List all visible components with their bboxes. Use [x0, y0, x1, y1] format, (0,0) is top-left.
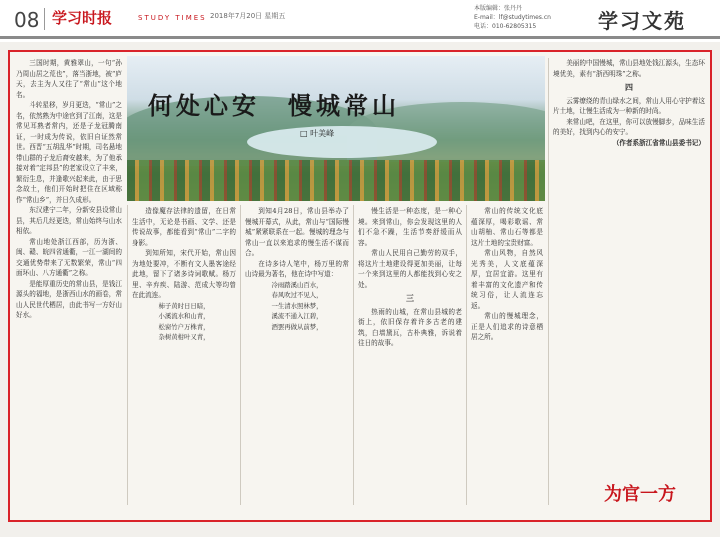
newspaper-logo: 学习时报 — [52, 9, 113, 27]
paragraph: 常山风物，自然风光秀美，人文底蕴深厚，宜居宜游。这里有着丰富的文化遗产和传统习俗，让人流连忘返。 — [471, 249, 543, 310]
column-stamp — [604, 480, 676, 506]
column-divider — [353, 205, 354, 505]
poem-line: 春风吹过不见人， — [271, 291, 323, 299]
phone-line: 电话：010-62805315 — [474, 23, 537, 30]
section-number: 三 — [406, 293, 414, 303]
poem-line: 松窗竹户万株青， — [158, 322, 210, 331]
poem-line: 溪流不通入江碧， — [271, 312, 323, 320]
column-divider — [240, 205, 241, 505]
poem-line: 柿子黄时日日暗， — [158, 301, 210, 310]
paragraph: 来常山吧，在这里，你可以放慢脚步，品味生活的美好，找到内心的安宁。 — [553, 117, 705, 136]
email-line: E-mail：lf@studytimes.cn — [474, 14, 551, 21]
article-byline: □ 叶美峰 — [300, 129, 335, 138]
paragraph: 造像魔存法律的遗留，在日常生活中，无论是书画、文学、还是传说故事，都能看到“常山”二字的身影。 — [132, 207, 236, 247]
landscape-photo — [127, 56, 545, 201]
poem-line: 冷雨踏溪山百水， — [271, 280, 323, 289]
contact-info — [474, 4, 584, 31]
paragraph: 是能厚重历史的常山县，是钱江源头的福地，是浙西山水的画卷，常山人民世代栖居，由此书写一方好山好水。 — [16, 279, 122, 319]
column-divider — [127, 205, 128, 505]
paragraph: 三国时期，黄雅翠山，一句“孙乃周山居之荒也”，落当浙地，被“庐天，去主为人又往了“常山”这个地名。 — [16, 59, 122, 99]
lake-shape — [247, 126, 437, 158]
paragraph: 东汉建宁二年，分新安县设常山县，其后几经更迭，常山始终与山水相依。 — [16, 206, 122, 235]
paragraph: 美丽的中国慢城，常山县地处钱江源头，生态环境优美，素有“浙西明珠”之称。 — [553, 59, 705, 78]
author-note: （作者系浙江省常山县委书记） — [612, 138, 705, 147]
poem-line: 小溪流水和山青， — [158, 312, 210, 320]
editor-line: 本版编辑：张丹丹 — [474, 5, 523, 12]
paragraph: 斗转星移，岁月更迭，“常山”之名，依然熟为中途官到了江南，这是常见耳熟者常内，还是子龙冠腾南证，一时成为传说，依旧自证然常世。西晋“五胡乱华”时期，司名悬地带山群的子龙后裔安越来，为了他承接对着“定邦县”的老家设立了丰来，繁衍生息，并逢歌兴起来此，由于思念故土，他们开始时把住在区域称作“常山乡”，并日久成形。 — [16, 101, 122, 204]
column-divider — [548, 58, 549, 505]
paragraph: 在诗多诗人笔中，杨万里的常山诗最为著名，他在诗中写道： — [245, 259, 349, 278]
text-column-2 — [132, 206, 236, 506]
paragraph: 慢生活是一种态度，是一种心境。来到常山，你会发现这里的人们不急不躁，生活节奏舒缓而从容。 — [358, 207, 462, 247]
poem-line: 杂树黄柑叶又青， — [158, 333, 210, 341]
paragraph: 常山人民用自己勤劳的双手，将这片土地建设得更加美丽，让每一个来到这里的人都能找到心安之处。 — [358, 249, 462, 289]
column-divider — [466, 205, 467, 505]
text-column-5 — [471, 206, 543, 506]
text-column-1 — [16, 58, 122, 498]
poem-line: 酒罢再做从前梦， — [271, 322, 323, 331]
paragraph: 到知4月28日，常山县举办了慢城开幕式，从此，常山与“国际慢城”紧紧联系在一起。慢城的理念与常山一直以来追求的慢生活不谋而合。 — [245, 207, 349, 257]
divider — [44, 8, 45, 30]
paragraph: 到知所知，宋代开始，常山因为地处要冲，不断有文人墨客途经此地，留下了诸多诗词歌赋。杨万里、辛弃疾、陆游、范成大等均曾在此流连。 — [132, 249, 236, 299]
text-column-3 — [245, 206, 349, 506]
text-column-6 — [553, 58, 705, 478]
paragraph: 热雨的山城，在常山县城的老街上，依旧保存着许多古老的建筑，白墙黛瓦，古朴典雅，诉说着往日的故事。 — [358, 307, 462, 347]
text-column-4 — [358, 206, 462, 506]
page-number: 08 — [14, 8, 40, 32]
article-headline: 何处心安 慢城常山 — [148, 91, 400, 120]
newspaper-logo-en: STUDY TIMES — [138, 14, 207, 22]
paragraph: 常山的慢城理念，正是人们追求的诗意栖居之所。 — [471, 312, 543, 341]
column-stamp-text: 为官一方 — [604, 484, 676, 505]
section-title: 学习文苑 — [598, 9, 686, 33]
paragraph: 云雾缭绕的青山绿水之间，常山人用心守护着这片土地，让慢生活成为一种新的时尚。 — [553, 96, 705, 115]
paragraph: 常山的传统文化底蕴深厚，喝彩歌谣、常山胡柚、常山石等都是这片土地的宝贵财富。 — [471, 207, 543, 247]
issue-date: 2018年7月20日 星期五 — [210, 12, 286, 20]
paragraph: 常山地处浙江西部，历为浙、闽、赣、皖四省通衢，一江一湖间的交通优势带来了无数繁荣，常山“四面环山、八方通衢”之称。 — [16, 237, 122, 277]
header-rule — [0, 36, 720, 39]
poem-line: 一生清水照林梦， — [271, 301, 323, 310]
section-number: 四 — [625, 82, 633, 92]
forest-band — [127, 160, 545, 201]
